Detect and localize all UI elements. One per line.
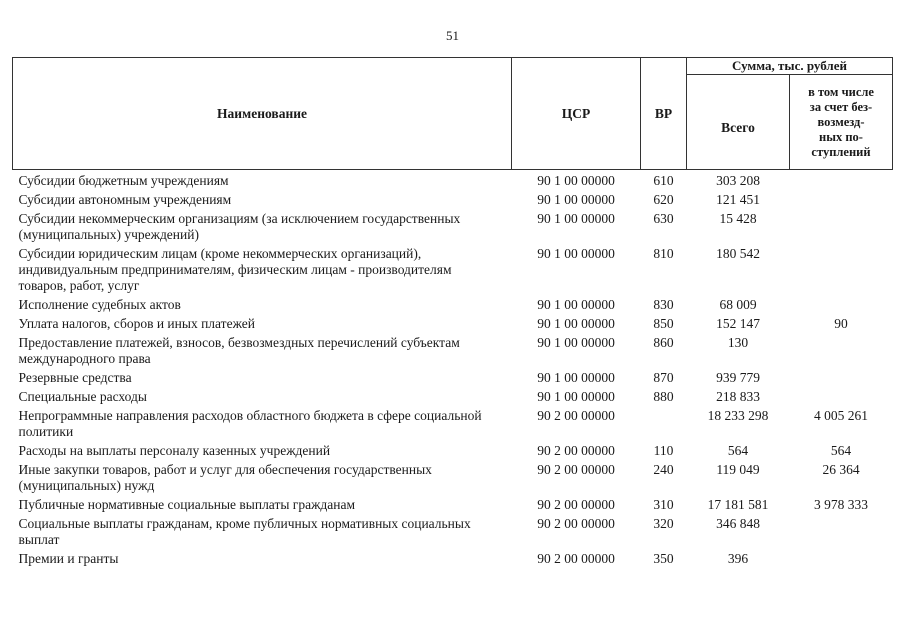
- row-vr: 630: [653, 211, 674, 226]
- row-vr: 350: [653, 551, 674, 566]
- row-total: 18 233 298: [707, 408, 769, 423]
- row-vr: [641, 405, 687, 440]
- row-name: Специальные расходы: [18, 389, 147, 404]
- header-free-line: возмезд-: [817, 114, 865, 129]
- row-vr: 310: [653, 497, 674, 512]
- table-row: [13, 243, 893, 294]
- row-free-receipts: 26 364: [822, 462, 860, 477]
- table-row: [13, 513, 893, 548]
- row-vr: 870: [653, 370, 674, 385]
- row-csr: 90 1 00 00000: [537, 389, 615, 404]
- row-total: 346 848: [716, 516, 760, 531]
- row-vr: 620: [653, 192, 674, 207]
- row-total: 180 542: [716, 246, 760, 261]
- row-free-receipts: [790, 367, 893, 386]
- row-free-receipts: [790, 208, 893, 243]
- table-row: [13, 170, 893, 190]
- table-row: [13, 548, 893, 567]
- header-name: Наименование: [13, 58, 512, 170]
- table-row: [13, 494, 893, 513]
- row-name: Непрограммные направления расходов областного бюджета в сфере социальной политики: [18, 408, 482, 439]
- row-vr: 610: [653, 173, 674, 188]
- row-name: Уплата налогов, сборов и иных платежей: [18, 316, 255, 331]
- row-free-receipts: [790, 294, 893, 313]
- header-csr: ЦСР: [512, 58, 641, 170]
- row-name: Субсидии автономным учреждениям: [18, 192, 232, 207]
- row-csr: 90 1 00 00000: [537, 297, 615, 312]
- row-csr: 90 2 00 00000: [537, 551, 615, 566]
- table-header: [13, 58, 893, 170]
- header-vr: ВР: [641, 58, 687, 170]
- row-free-receipts: [790, 513, 893, 548]
- row-total: 939 779: [716, 370, 760, 385]
- row-name: Социальные выплаты гражданам, кроме публичных нормативных социальных выплат: [18, 516, 471, 547]
- table-row: [13, 332, 893, 367]
- header-free-line: ступлений: [811, 144, 871, 159]
- row-total: 152 147: [716, 316, 760, 331]
- row-free-receipts: [790, 386, 893, 405]
- row-name: Иные закупки товаров, работ и услуг для обеспечения государственных (муниципальных) нужд: [18, 462, 432, 493]
- header-free-receipts: [790, 75, 893, 170]
- row-total: 119 049: [716, 462, 760, 477]
- row-free-receipts: 3 978 333: [814, 497, 868, 512]
- row-vr: 860: [653, 335, 674, 350]
- row-free-receipts: [790, 170, 893, 190]
- row-name: Субсидии юридическим лицам (кроме некоммерческих организаций), индивидуальным предпринимателям, физическим лицам - производителям товаров, работ, услуг: [18, 246, 452, 293]
- table-row: [13, 208, 893, 243]
- header-free-line: ных по-: [819, 129, 863, 144]
- row-name: Субсидии некоммерческим организациям (за исключением государственных (муниципальных) учреждений): [18, 211, 461, 242]
- row-name: Премии и гранты: [18, 551, 119, 566]
- row-free-receipts: 90: [834, 316, 848, 331]
- table-row: [13, 367, 893, 386]
- row-free-receipts: [790, 243, 893, 294]
- page-number: 51: [446, 28, 459, 43]
- table-row: [13, 313, 893, 332]
- table-body: [13, 170, 893, 568]
- row-vr: 240: [653, 462, 674, 477]
- row-vr: 110: [653, 443, 674, 458]
- row-free-receipts: [790, 332, 893, 367]
- row-name: Публичные нормативные социальные выплаты гражданам: [18, 497, 356, 512]
- row-name: Расходы на выплаты персоналу казенных учреждений: [18, 443, 331, 458]
- row-vr: 320: [653, 516, 674, 531]
- table-row: [13, 294, 893, 313]
- table-row: [13, 459, 893, 494]
- row-total: 130: [727, 335, 749, 350]
- row-csr: 90 2 00 00000: [537, 462, 615, 477]
- row-name: Предоставление платежей, взносов, безвозмездных перечислений субъектам международного права: [18, 335, 460, 366]
- row-free-receipts: [790, 548, 893, 567]
- row-vr: 810: [653, 246, 674, 261]
- row-vr: 850: [653, 316, 674, 331]
- row-total: 303 208: [716, 173, 760, 188]
- row-csr: 90 2 00 00000: [537, 497, 615, 512]
- row-csr: 90 2 00 00000: [537, 443, 615, 458]
- row-csr: 90 1 00 00000: [537, 211, 615, 226]
- row-csr: 90 1 00 00000: [537, 370, 615, 385]
- header-sum: Сумма, тыс. рублей: [687, 58, 893, 75]
- row-free-receipts: 564: [830, 443, 852, 458]
- row-csr: 90 1 00 00000: [537, 246, 615, 261]
- table-row: [13, 386, 893, 405]
- row-name: Субсидии бюджетным учреждениям: [18, 173, 229, 188]
- row-total: 564: [727, 443, 749, 458]
- row-csr: 90 1 00 00000: [537, 173, 615, 188]
- row-total: 121 451: [716, 192, 760, 207]
- row-total: 218 833: [716, 389, 760, 404]
- row-name: Исполнение судебных актов: [18, 297, 181, 312]
- row-free-receipts: 4 005 261: [814, 408, 868, 423]
- table-row: [13, 440, 893, 459]
- row-total: 17 181 581: [707, 497, 769, 512]
- row-csr: 90 1 00 00000: [537, 316, 615, 331]
- table-row: [13, 405, 893, 440]
- table-row: [13, 189, 893, 208]
- row-vr: 830: [653, 297, 674, 312]
- header-free-line: за счет без-: [809, 99, 873, 114]
- row-csr: 90 1 00 00000: [537, 192, 615, 207]
- row-total: 396: [727, 551, 749, 566]
- row-free-receipts: [790, 189, 893, 208]
- header-free-line: в том числе: [808, 84, 874, 99]
- row-csr: 90 2 00 00000: [537, 408, 615, 423]
- budget-table-container: [12, 57, 893, 567]
- row-csr: 90 1 00 00000: [537, 335, 615, 350]
- row-name: Резервные средства: [18, 370, 132, 385]
- row-csr: 90 2 00 00000: [537, 516, 615, 531]
- row-total: 15 428: [719, 211, 757, 226]
- row-vr: 880: [653, 389, 674, 404]
- header-total: Всего: [687, 75, 790, 170]
- budget-table: [12, 57, 893, 567]
- row-total: 68 009: [719, 297, 757, 312]
